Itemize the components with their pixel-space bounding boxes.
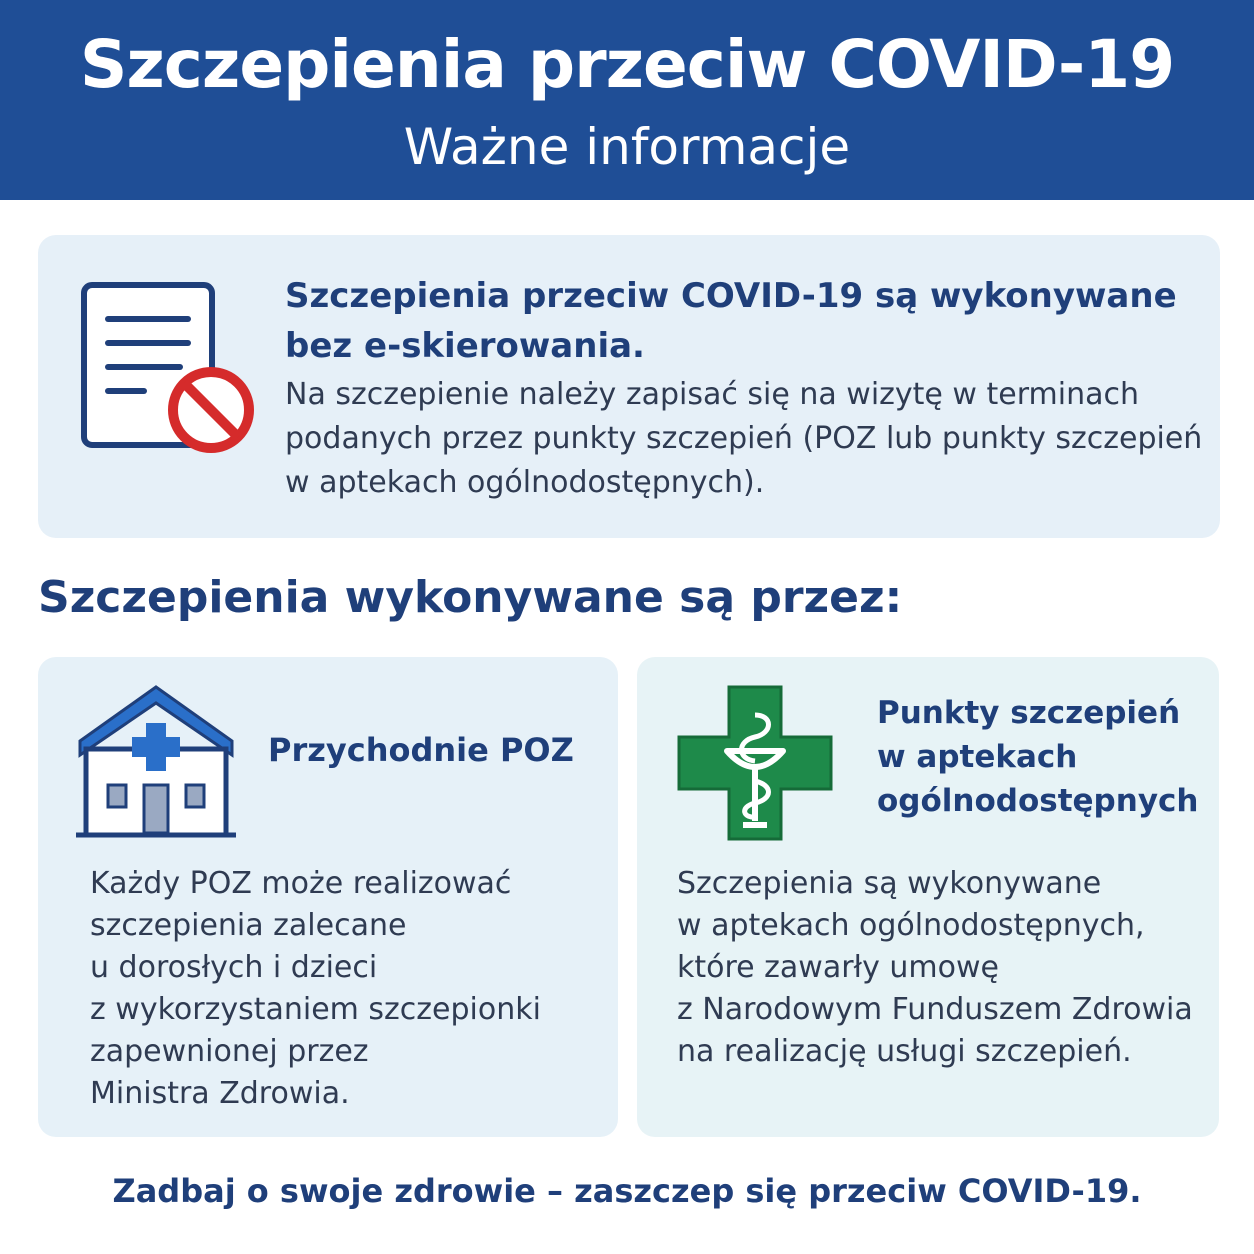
info-box <box>38 235 1220 538</box>
card-pharmacy <box>637 657 1219 1137</box>
clinic-building-icon <box>74 683 238 839</box>
text-line: na realizację usługi szczepień. <box>677 1034 1132 1069</box>
card-pharmacy-title <box>877 691 1207 823</box>
text-line: szczepienia zalecane <box>90 908 407 943</box>
pharmacy-cross-icon <box>677 685 833 841</box>
info-title: Szczepienia przeciw COVID-19 są wykonywane bez e-skierowania. <box>285 276 1177 366</box>
card-pharmacy-text <box>677 863 1207 1073</box>
text-line: zapewnionej przez <box>90 1034 369 1069</box>
card-poz <box>38 657 618 1137</box>
title-line: ogólnodostępnych <box>877 783 1199 819</box>
page-subtitle: Ważne informacje <box>403 118 851 176</box>
header-banner <box>0 0 1254 200</box>
text-line: Szczepienia są wykonywane <box>677 866 1102 901</box>
text-line: u dorosłych i dzieci <box>90 950 378 985</box>
text-line: Każdy POZ może realizować <box>90 866 512 901</box>
title-line: Punkty szczepień <box>877 695 1181 731</box>
card-poz-text <box>90 863 600 1115</box>
text-line: z wykorzystaniem szczepionki <box>90 992 541 1027</box>
footer-slogan: Zadbaj o swoje zdrowie – zaszczep się przeciw COVID-19. <box>112 1172 1142 1210</box>
no-referral-document-icon <box>80 279 255 454</box>
text-line: z Narodowym Funduszem Zdrowia <box>677 992 1193 1027</box>
card-poz-title: Przychodnie POZ <box>268 731 574 769</box>
text-line: Ministra Zdrowia. <box>90 1076 350 1111</box>
text-line: w aptekach ogólnodostępnych, <box>677 908 1145 943</box>
page-title: Szczepienia przeciw COVID-19 <box>79 26 1175 103</box>
info-text: Na szczepienie należy zapisać się na wizytę w terminach podanych przez punkty szczepień (POZ lub punkty szczepień w aptekach ogólnodostępnych). <box>285 377 1203 500</box>
title-line: w aptekach <box>877 739 1078 775</box>
section-title: Szczepienia wykonywane są przez: <box>38 572 903 623</box>
text-line: które zawarły umowę <box>677 950 999 985</box>
